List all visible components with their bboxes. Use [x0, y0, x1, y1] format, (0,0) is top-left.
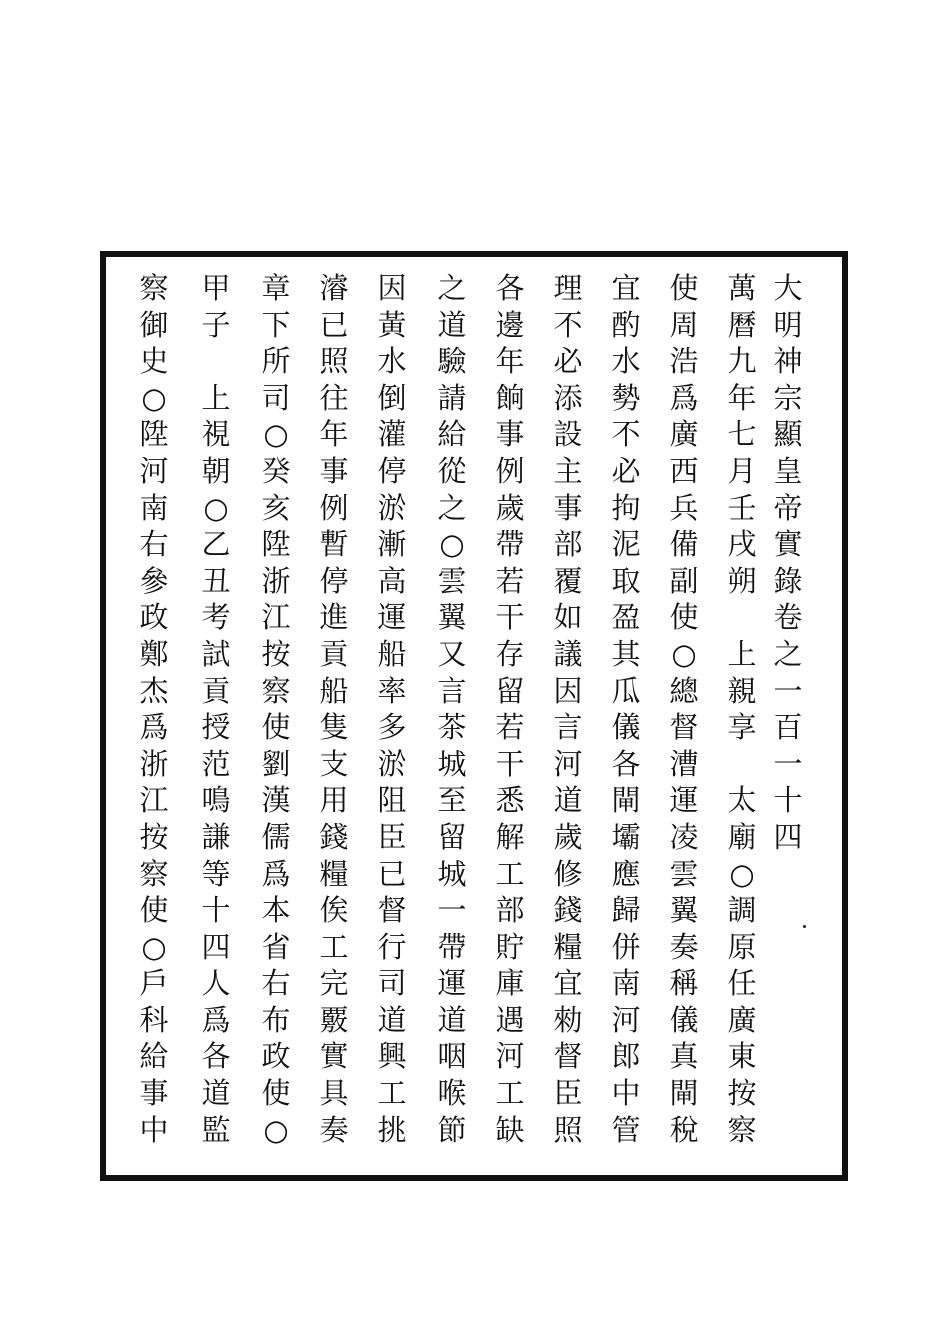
column-character: 必	[553, 344, 583, 379]
column-character: 十	[773, 783, 803, 818]
column-character: 御	[139, 307, 169, 342]
column-character: 不	[553, 307, 583, 342]
text-column-5	[548, 270, 588, 1148]
column-character: 使	[261, 710, 291, 745]
column-character: 錢	[553, 893, 583, 928]
column-character: 干	[495, 600, 525, 635]
column-character: 實	[319, 1039, 349, 1074]
column-character: 貢	[201, 673, 231, 708]
column-character: 缺	[495, 1112, 525, 1147]
column-character: 年	[319, 417, 349, 452]
column-character: 鄭	[139, 636, 169, 671]
column-character: 淤	[377, 490, 407, 525]
column-character: 添	[553, 380, 583, 415]
column-character: 杰	[139, 673, 169, 708]
column-character: 廟	[727, 819, 757, 854]
column-character: 下	[261, 307, 291, 342]
column-character: 爲	[201, 1002, 231, 1037]
column-character: 理	[553, 271, 583, 305]
column-character: 水	[377, 344, 407, 379]
ink-dot-mark	[803, 925, 806, 928]
column-character	[201, 343, 230, 380]
column-character: 工	[495, 856, 525, 891]
column-character: 酌	[611, 307, 641, 342]
column-character: ○	[203, 490, 229, 525]
column-character: 雲	[669, 856, 699, 891]
column-character: 科	[139, 1002, 169, 1037]
column-character: 運	[669, 783, 699, 818]
column-character: 政	[261, 1039, 291, 1074]
column-character: 事	[495, 417, 525, 452]
column-character: 所	[261, 344, 291, 379]
column-character: 多	[377, 710, 407, 745]
column-character: 雲	[437, 563, 467, 598]
column-character: 浙	[261, 563, 291, 598]
column-character: ○	[263, 417, 289, 452]
column-character: 明	[773, 307, 803, 342]
column-character: 如	[553, 600, 583, 635]
column-character: ○	[729, 856, 755, 891]
column-character: ○	[141, 380, 167, 415]
column-character: 西	[669, 453, 699, 488]
column-character: 停	[319, 563, 349, 598]
column-character: 漕	[669, 746, 699, 781]
column-character: 神	[773, 344, 803, 379]
column-character: 乙	[201, 527, 231, 562]
column-character: 一	[773, 673, 803, 708]
column-character: 部	[495, 893, 525, 928]
column-character: 管	[611, 1112, 641, 1147]
column-character: 暫	[319, 527, 349, 562]
column-character: 儀	[669, 1002, 699, 1037]
column-character: 癸	[261, 453, 291, 488]
column-character: 真	[669, 1039, 699, 1074]
column-character: 其	[611, 636, 641, 671]
column-character: 不	[611, 417, 641, 452]
column-character: ○	[439, 527, 465, 562]
column-character: 瓜	[611, 673, 641, 708]
column-character: 鳴	[201, 783, 231, 818]
column-character: 若	[495, 710, 525, 745]
column-character: 視	[201, 417, 231, 452]
column-character: 漢	[261, 783, 291, 818]
column-character: 章	[261, 271, 291, 305]
column-character: 朝	[201, 453, 231, 488]
column-character: 糧	[553, 929, 583, 964]
column-character: 高	[377, 563, 407, 598]
column-character: 上	[727, 636, 757, 671]
column-character: 爲	[261, 856, 291, 891]
column-character: 卷	[773, 600, 803, 635]
column-character: 支	[319, 746, 349, 781]
column-character: 部	[553, 527, 583, 562]
column-character: 甲	[201, 271, 231, 305]
column-character: 百	[773, 710, 803, 745]
column-character: 范	[201, 746, 231, 781]
column-character: 宗	[773, 380, 803, 415]
column-character: 兵	[669, 490, 699, 525]
column-character: 按	[139, 819, 169, 854]
column-character: 戶	[139, 966, 169, 1001]
column-character: 督	[377, 893, 407, 928]
column-character: 又	[437, 636, 467, 671]
column-character: 庫	[495, 966, 525, 1001]
column-character: 中	[611, 1076, 641, 1111]
column-character: 監	[201, 1112, 231, 1147]
column-character: 使	[261, 1076, 291, 1111]
column-character: 阻	[377, 783, 407, 818]
column-character	[727, 746, 756, 783]
column-character: 察	[261, 673, 291, 708]
column-character: 司	[377, 966, 407, 1001]
column-character: 年	[727, 380, 757, 415]
column-character: 茶	[437, 710, 467, 745]
column-character: 用	[319, 783, 349, 818]
column-character: 給	[437, 417, 467, 452]
column-character: 宜	[611, 271, 641, 305]
column-character: 九	[727, 344, 757, 379]
text-column-1	[768, 270, 808, 856]
column-character: 歲	[553, 819, 583, 854]
column-character: 船	[319, 673, 349, 708]
column-character: 道	[377, 1002, 407, 1037]
column-character: 已	[377, 856, 407, 891]
column-character: 例	[319, 490, 349, 525]
column-character: 一	[773, 746, 803, 781]
column-character: 照	[553, 1112, 583, 1147]
column-character: 已	[319, 307, 349, 342]
column-character: 察	[139, 856, 169, 891]
column-character: 隻	[319, 710, 349, 745]
column-character: 右	[139, 527, 169, 562]
column-character: 奏	[319, 1112, 349, 1147]
column-character: 丑	[201, 563, 231, 598]
column-character: 原	[727, 929, 757, 964]
column-character: 南	[139, 490, 169, 525]
column-character: 廣	[727, 1002, 757, 1037]
column-character: 調	[727, 893, 757, 928]
column-character: 爲	[139, 710, 169, 745]
column-character: 例	[495, 453, 525, 488]
column-character: 率	[377, 673, 407, 708]
column-character: 之	[437, 271, 467, 305]
column-character: 行	[377, 929, 407, 964]
column-character: 帶	[437, 929, 467, 964]
column-character: 一	[437, 893, 467, 928]
column-character: 考	[201, 600, 231, 635]
column-character: 水	[611, 344, 641, 379]
column-character: 給	[139, 1039, 169, 1074]
column-character: 任	[727, 966, 757, 1001]
column-character: 省	[261, 929, 291, 964]
column-character: 喉	[437, 1076, 467, 1111]
column-character: 各	[611, 746, 641, 781]
text-column-7	[432, 270, 472, 1148]
column-character: 貢	[319, 636, 349, 671]
column-character: 江	[261, 600, 291, 635]
column-character: 船	[377, 636, 407, 671]
column-character: 餉	[495, 380, 525, 415]
column-character: 江	[139, 783, 169, 818]
column-character: 倒	[377, 380, 407, 415]
column-character: 陞	[261, 527, 291, 562]
column-character: 停	[377, 453, 407, 488]
column-character: 道	[553, 783, 583, 818]
column-character: 稱	[669, 966, 699, 1001]
column-character: 本	[261, 893, 291, 928]
text-column-10	[256, 270, 296, 1148]
column-character: 曆	[727, 307, 757, 342]
column-character: 言	[437, 673, 467, 708]
column-character: 濬	[319, 271, 349, 305]
column-character: 中	[139, 1112, 169, 1147]
column-character: 史	[139, 344, 169, 379]
column-character: 道	[201, 1076, 231, 1111]
column-character: 咽	[437, 1039, 467, 1074]
column-character: 稅	[669, 1112, 699, 1147]
column-character: 朔	[727, 563, 757, 598]
column-character: 悉	[495, 783, 525, 818]
column-character: 十	[201, 893, 231, 928]
column-character: 總	[669, 673, 699, 708]
text-column-9	[314, 270, 354, 1148]
column-character: 灌	[377, 417, 407, 452]
column-character: 干	[495, 746, 525, 781]
column-character: 宜	[553, 966, 583, 1001]
text-column-12	[134, 270, 174, 1148]
column-character: 併	[611, 929, 641, 964]
text-column-3	[664, 270, 704, 1148]
text-column-2	[722, 270, 762, 1148]
column-character: 周	[669, 307, 699, 342]
column-character: ○	[263, 1112, 289, 1147]
column-character: 各	[495, 271, 525, 305]
column-character: 實	[773, 527, 803, 562]
column-character: 修	[553, 856, 583, 891]
column-character: 河	[553, 746, 583, 781]
column-character: 事	[553, 490, 583, 525]
column-character: 試	[201, 636, 231, 671]
column-character: 帶	[495, 527, 525, 562]
column-character: 城	[437, 856, 467, 891]
column-character: 必	[611, 453, 641, 488]
column-character: 因	[553, 673, 583, 708]
column-character: 工	[319, 929, 349, 964]
column-character: 往	[319, 380, 349, 415]
column-character: 奏	[669, 929, 699, 964]
column-character: 歲	[495, 490, 525, 525]
column-character: ○	[671, 636, 697, 671]
column-character: 覆	[553, 563, 583, 598]
column-character: 亥	[261, 490, 291, 525]
column-character: 至	[437, 783, 467, 818]
column-character: 俟	[319, 893, 349, 928]
column-character: 戌	[727, 527, 757, 562]
column-character: 糧	[319, 856, 349, 891]
column-character: 之	[437, 490, 467, 525]
column-character: 司	[261, 380, 291, 415]
column-character: 壬	[727, 490, 757, 525]
column-character: 劉	[261, 746, 291, 781]
column-character: 河	[611, 1002, 641, 1037]
text-column-4	[606, 270, 646, 1148]
column-character: 取	[611, 563, 641, 598]
column-character: 浩	[669, 344, 699, 379]
column-character: 郎	[611, 1039, 641, 1074]
column-character: 按	[727, 1076, 757, 1111]
column-character: 爲	[669, 380, 699, 415]
column-character: 凌	[669, 819, 699, 854]
column-character: 驗	[437, 344, 467, 379]
column-character: 河	[139, 453, 169, 488]
column-character: 察	[139, 271, 169, 305]
column-character: 大	[773, 271, 803, 305]
column-character: 翼	[669, 893, 699, 928]
column-character: 參	[139, 563, 169, 598]
column-character: 道	[437, 307, 467, 342]
column-character: 布	[261, 1002, 291, 1037]
column-character: 儒	[261, 819, 291, 854]
column-character: 副	[669, 563, 699, 598]
column-character: 興	[377, 1039, 407, 1074]
column-character: 運	[377, 600, 407, 635]
column-character: 太	[727, 783, 757, 818]
column-character: 應	[611, 856, 641, 891]
column-character: 使	[669, 600, 699, 635]
column-character: 議	[553, 636, 583, 671]
column-character: 從	[437, 453, 467, 488]
column-character: 遇	[495, 1002, 525, 1037]
column-character	[727, 599, 756, 636]
column-character: 儀	[611, 710, 641, 745]
text-column-11	[196, 270, 236, 1148]
column-character: 黃	[377, 307, 407, 342]
column-character: 貯	[495, 929, 525, 964]
column-character: 上	[201, 380, 231, 415]
column-character: 督	[553, 1039, 583, 1074]
column-character: 等	[201, 856, 231, 891]
column-character: 城	[437, 746, 467, 781]
column-character: 運	[437, 966, 467, 1001]
column-character: 閘	[669, 1076, 699, 1111]
column-character: 皇	[773, 453, 803, 488]
column-character: 照	[319, 344, 349, 379]
column-character: 因	[377, 271, 407, 305]
column-character: 壩	[611, 819, 641, 854]
column-character: 右	[261, 966, 291, 1001]
column-character: 請	[437, 380, 467, 415]
column-character: 設	[553, 417, 583, 452]
column-character: 陞	[139, 417, 169, 452]
column-character: 之	[773, 636, 803, 671]
column-character: 挑	[377, 1112, 407, 1147]
column-character: 謙	[201, 819, 231, 854]
column-character: 泥	[611, 527, 641, 562]
column-character: 備	[669, 527, 699, 562]
column-character: 各	[201, 1039, 231, 1074]
column-character: 完	[319, 966, 349, 1001]
column-character: 臣	[553, 1076, 583, 1111]
column-character: 督	[669, 710, 699, 745]
column-character: 勢	[611, 380, 641, 415]
column-character: 錢	[319, 819, 349, 854]
column-character: 翼	[437, 600, 467, 635]
column-character: 錄	[773, 563, 803, 598]
column-character: 察	[727, 1112, 757, 1147]
column-character: 具	[319, 1076, 349, 1111]
column-character: 留	[437, 819, 467, 854]
column-character: 事	[319, 453, 349, 488]
column-character: 使	[669, 271, 699, 305]
column-character: 覈	[319, 1002, 349, 1037]
column-character: 親	[727, 673, 757, 708]
column-character: 淤	[377, 746, 407, 781]
column-character: 留	[495, 673, 525, 708]
text-column-6	[490, 270, 530, 1148]
column-character: 節	[437, 1112, 467, 1147]
column-character: 河	[495, 1039, 525, 1074]
column-character: 按	[261, 636, 291, 671]
column-character: 言	[553, 710, 583, 745]
column-character: 享	[727, 710, 757, 745]
column-character: 四	[201, 929, 231, 964]
column-character: 人	[201, 966, 231, 1001]
column-character: 萬	[727, 271, 757, 305]
column-character: 解	[495, 819, 525, 854]
column-character: 南	[611, 966, 641, 1001]
column-character: ○	[141, 929, 167, 964]
column-character: 浙	[139, 746, 169, 781]
column-character: 道	[437, 1002, 467, 1037]
column-character: 主	[553, 453, 583, 488]
column-character: 廣	[669, 417, 699, 452]
column-character: 閘	[611, 783, 641, 818]
column-character: 七	[727, 417, 757, 452]
column-character: 政	[139, 600, 169, 635]
column-character: 四	[773, 819, 803, 854]
column-character: 授	[201, 710, 231, 745]
column-character: 子	[201, 307, 231, 342]
column-character: 事	[139, 1076, 169, 1111]
column-character: 存	[495, 636, 525, 671]
column-character: 勑	[553, 1002, 583, 1037]
column-character: 邊	[495, 307, 525, 342]
column-character: 進	[319, 600, 349, 635]
column-character: 顯	[773, 417, 803, 452]
text-column-8	[372, 270, 412, 1148]
column-character: 盈	[611, 600, 641, 635]
column-character: 工	[495, 1076, 525, 1111]
column-character: 歸	[611, 893, 641, 928]
column-character: 工	[377, 1076, 407, 1111]
column-character: 臣	[377, 819, 407, 854]
column-character: 月	[727, 453, 757, 488]
column-character: 年	[495, 344, 525, 379]
column-character: 漸	[377, 527, 407, 562]
column-character: 拘	[611, 490, 641, 525]
column-character: 東	[727, 1039, 757, 1074]
column-character: 使	[139, 893, 169, 928]
column-character: 帝	[773, 490, 803, 525]
column-character: 若	[495, 563, 525, 598]
